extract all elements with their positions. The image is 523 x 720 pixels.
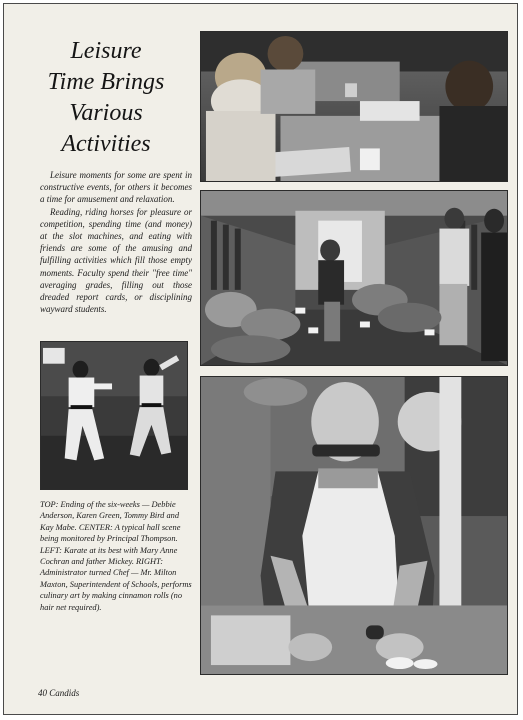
photo-caption: TOP: Ending of the six-weeks — Debbie Anderson, Karen Green, Tommy Bird and Kay Mabe. CENTER: A typical hall scene being monitored by Principal Thompson. LEFT: Karate at its best with Mary Anne Cochran and father Mickey. RIGHT: Administrator turned Chef — Mr. Milton Maxton, Superintendent of Schools, performs culinary art by making cinnamon rolls (no hair net required).: [40, 500, 192, 612]
body-paragraph-2: Reading, riding horses for pleasure or competition, spending time (and money) at the slot machines, and eating with friends are some of the amusing and fulfilling activities which fill those empty moments. Faculty spend their "free time" averaging grades, filling out those dreaded report cards, or disciplining wayward students.: [40, 206, 192, 315]
headline-line-2: Time Brings: [47, 69, 165, 95]
photo-hallway: [200, 190, 508, 366]
photo-karate: [40, 341, 188, 490]
body-paragraph-1: Leisure moments for some are spent in constructive events, for others it becomes a time for amusement and relaxation.: [40, 170, 192, 205]
headline-line-3: Various: [69, 100, 143, 126]
body-text: [40, 169, 192, 315]
page-folio: 40 Candids: [38, 688, 80, 698]
yearbook-page: [3, 3, 518, 715]
headline-line-1: Leisure: [70, 38, 142, 64]
headline-line-4: Activities: [61, 131, 151, 157]
headline: [22, 36, 190, 160]
photo-chef: [200, 376, 508, 675]
photo-classroom: [200, 31, 508, 182]
